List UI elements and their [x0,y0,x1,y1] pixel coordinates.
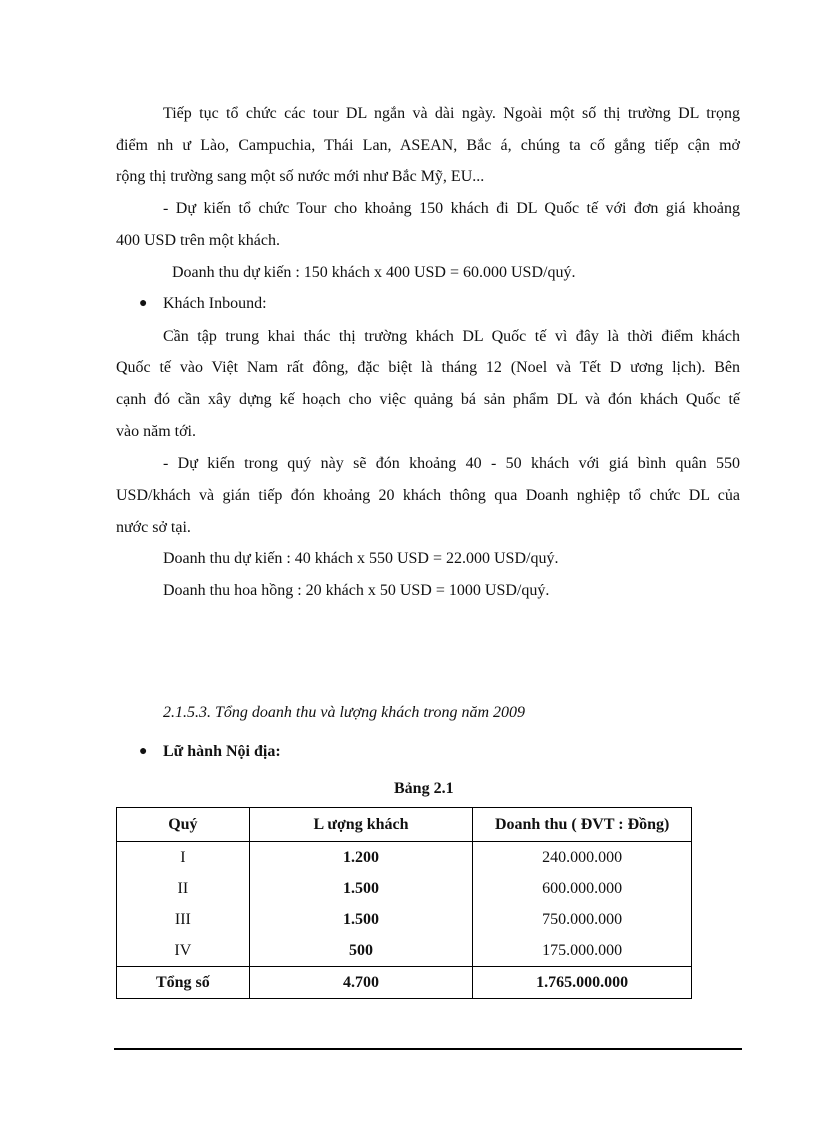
table-row [117,842,692,874]
table-cell: 1.500 [249,904,473,935]
column-header: L ượng khách [249,808,473,842]
forecast-line: - Dự kiến trong quý này sẽ đón khoảng 40 - 50 khách với giá bình quân 550 [163,455,740,472]
table-cell: IV [117,935,250,967]
table-cell: 600.000.000 [473,873,692,904]
table-header-row [117,808,692,842]
bullet-icon: ● [139,296,148,311]
paragraph-line: cạnh đó cần xây dựng kế hoạch cho việc quảng bá sản phẩm DL và đón khách Quốc tế [116,391,740,408]
section-heading: 2.1.5.3. Tổng doanh thu và lượng khách trong năm 2009 [163,704,525,721]
paragraph-line: vào năm tới. [116,423,196,440]
table-row [117,904,692,935]
total-cell: Tổng số [117,967,250,999]
paragraph-line: Tiếp tục tổ chức các tour DL ngắn và dài ngày. Ngoài một số thị trường DL trọng [163,105,740,122]
table-caption: Bảng 2.1 [394,780,454,797]
table-cell: II [117,873,250,904]
bullet-label: Khách Inbound: [163,295,267,312]
footer-rule [114,1048,742,1050]
revenue-line: Doanh thu dự kiến : 150 khách x 400 USD = 60.000 USD/quý. [172,264,576,281]
forecast-line: - Dự kiến tổ chức Tour cho khoảng 150 khách đi DL Quốc tế với đơn giá khoảng [163,200,740,217]
paragraph-line: Cần tập trung khai thác thị trường khách DL Quốc tế vì đây là thời điểm khách [163,328,740,345]
table-cell: 175.000.000 [473,935,692,967]
paragraph-line: điểm nh ư Lào, Campuchia, Thái Lan, ASEAN, Bắc á, chúng ta cố gắng tiếp cận mở [116,137,740,154]
commission-line: Doanh thu hoa hồng : 20 khách x 50 USD = 1000 USD/quý. [163,582,550,599]
total-cell: 1.765.000.000 [473,967,692,999]
column-header: Doanh thu ( ĐVT : Đồng) [473,808,692,842]
table-cell: 240.000.000 [473,842,692,874]
bullet-label: Lữ hành Nội địa: [163,743,281,760]
forecast-line: 400 USD trên một khách. [116,232,280,249]
forecast-line: USD/khách và gián tiếp đón khoảng 20 khách thông qua Doanh nghiệp tổ chức DL của [116,487,740,504]
table-row [117,935,692,967]
table-cell: III [117,904,250,935]
table-row [117,873,692,904]
table-total-row [117,967,692,999]
table-cell: 750.000.000 [473,904,692,935]
bullet-icon: ● [139,744,148,759]
table-cell: 1.500 [249,873,473,904]
table-cell: 500 [249,935,473,967]
paragraph-line: Quốc tế vào Việt Nam rất đông, đặc biệt là tháng 12 (Noel và Tết D ương lịch). Bên [116,359,740,376]
column-header: Quý [117,808,250,842]
table-cell: 1.200 [249,842,473,874]
revenue-table [116,807,692,999]
table-cell: I [117,842,250,874]
revenue-line: Doanh thu dự kiến : 40 khách x 550 USD = 22.000 USD/quý. [163,550,559,567]
total-cell: 4.700 [249,967,473,999]
forecast-line: nước sở tại. [116,519,191,536]
paragraph-line: rộng thị trường sang một số nước mới như Bắc Mỹ, EU... [116,168,485,185]
